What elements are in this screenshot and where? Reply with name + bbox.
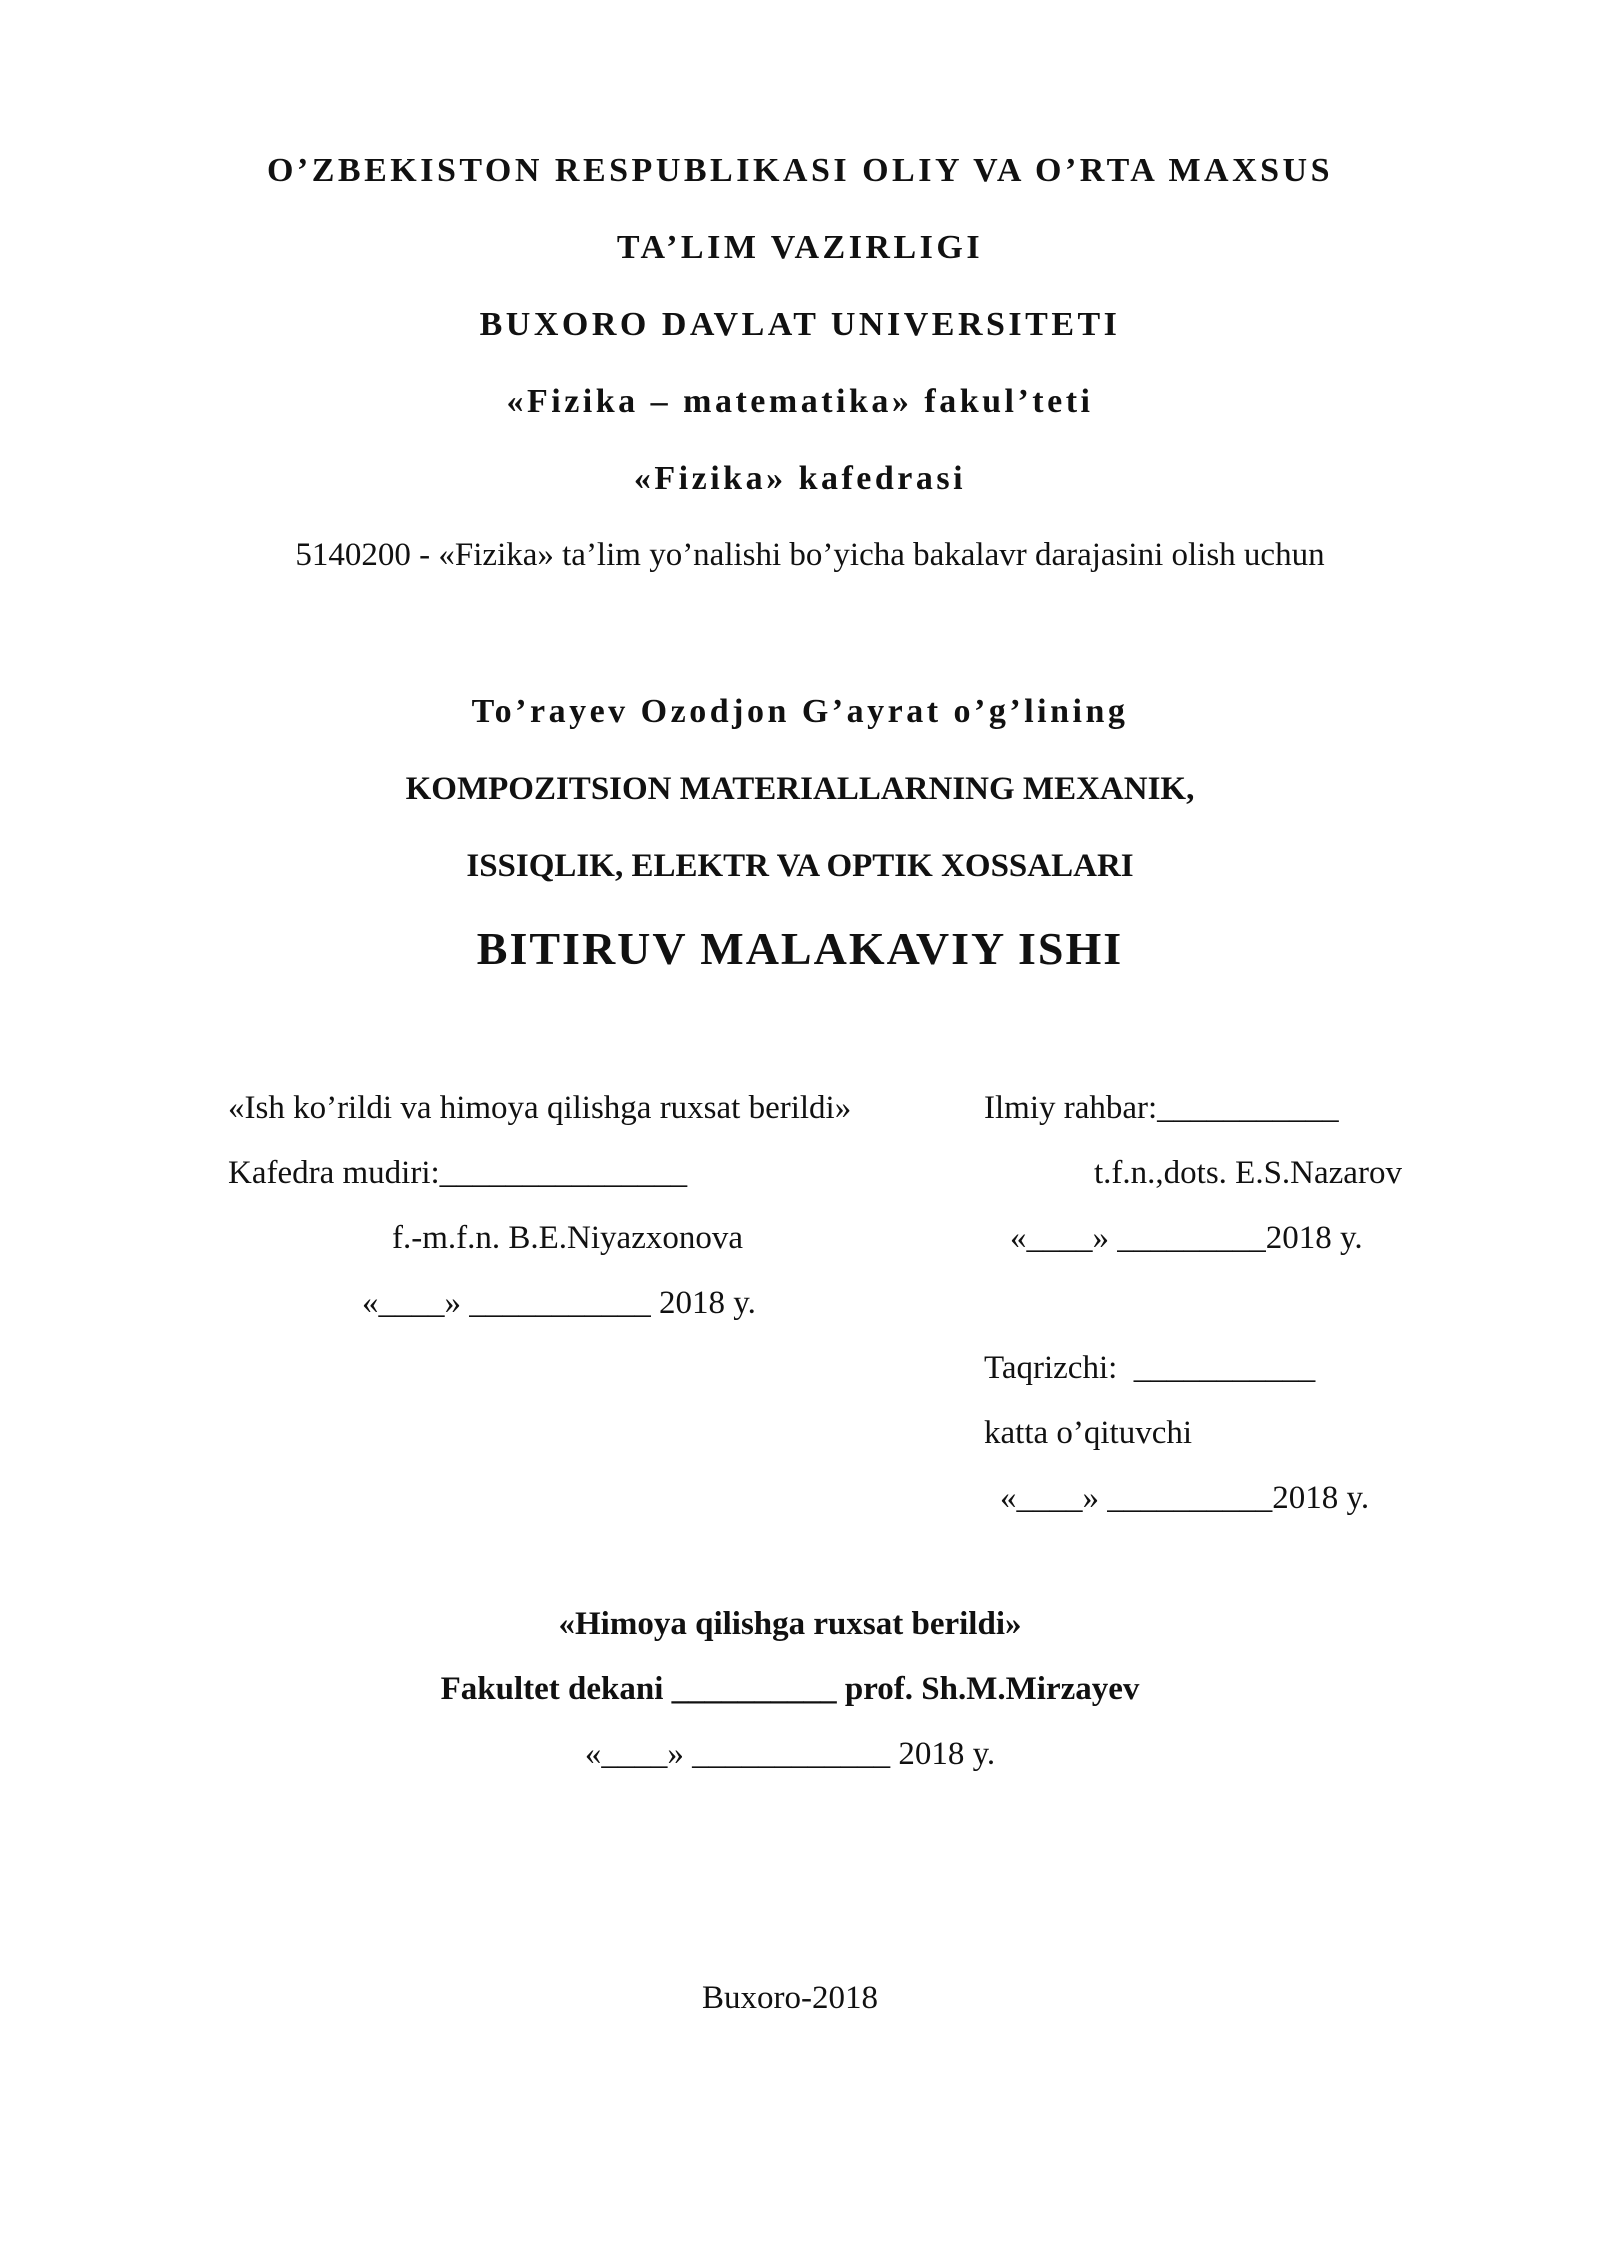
program-line: 5140200 - «Fizika» ta’lim yo’nalishi bo’yicha bakalavr darajasini olish uchun (295, 537, 1325, 573)
university-name: BUXORO DAVLAT UNIVERSITETI (479, 306, 1121, 343)
thesis-title-line-2: ISSIQLIK, ELEKTR VA OPTIK XOSSALARI (466, 848, 1134, 884)
reviewer-label: Taqrizchi: ___________ (984, 1350, 1316, 1386)
dean-statement: «Himoya qilishga ruxsat berildi» (558, 1606, 1022, 1642)
supervisor-label: Ilmiy rahbar:___________ (984, 1090, 1339, 1126)
department-head-name: f.-m.f.n. B.E.Niyazxonova (392, 1220, 743, 1256)
faculty-name: «Fizika – matematika» fakul’teti (506, 383, 1094, 420)
ministry-line-2: TA’LIM VAZIRLIGI (616, 229, 984, 266)
ministry-line-1: O’ZBEKISTON RESPUBLIKASI OLIY VA O’RTA MAXSUS (266, 152, 1334, 189)
left-approval-date: «____» ___________ 2018 y. (362, 1285, 756, 1321)
reviewer-title: katta o’qituvchi (984, 1415, 1193, 1451)
thesis-title-line-1: KOMPOZITSION MATERIALLARNING MEXANIK, (405, 771, 1195, 807)
department-head-label: Kafedra mudiri:_______________ (228, 1155, 688, 1191)
left-approval-statement: «Ish ko’rildi va himoya qilishga ruxsat berildi» (228, 1090, 852, 1126)
place-year: Buxoro-2018 (702, 1980, 878, 2016)
dean-signature-line: Fakultet dekani __________ prof. Sh.M.Mirzayev (440, 1671, 1140, 1707)
reviewer-date: «____» __________2018 y. (1000, 1480, 1370, 1516)
supervisor-date: «____» _________2018 y. (1010, 1220, 1363, 1256)
thesis-type: BITIRUV MALAKAVIY ISHI (476, 923, 1124, 974)
department-name: «Fizika» kafedrasi (633, 460, 967, 497)
author-name: To’rayev Ozodjon G’ayrat o’g’lining (471, 693, 1129, 730)
supervisor-name: t.f.n.,dots. E.S.Nazarov (1094, 1155, 1402, 1191)
dean-date: «____» ____________ 2018 y. (584, 1736, 996, 1772)
